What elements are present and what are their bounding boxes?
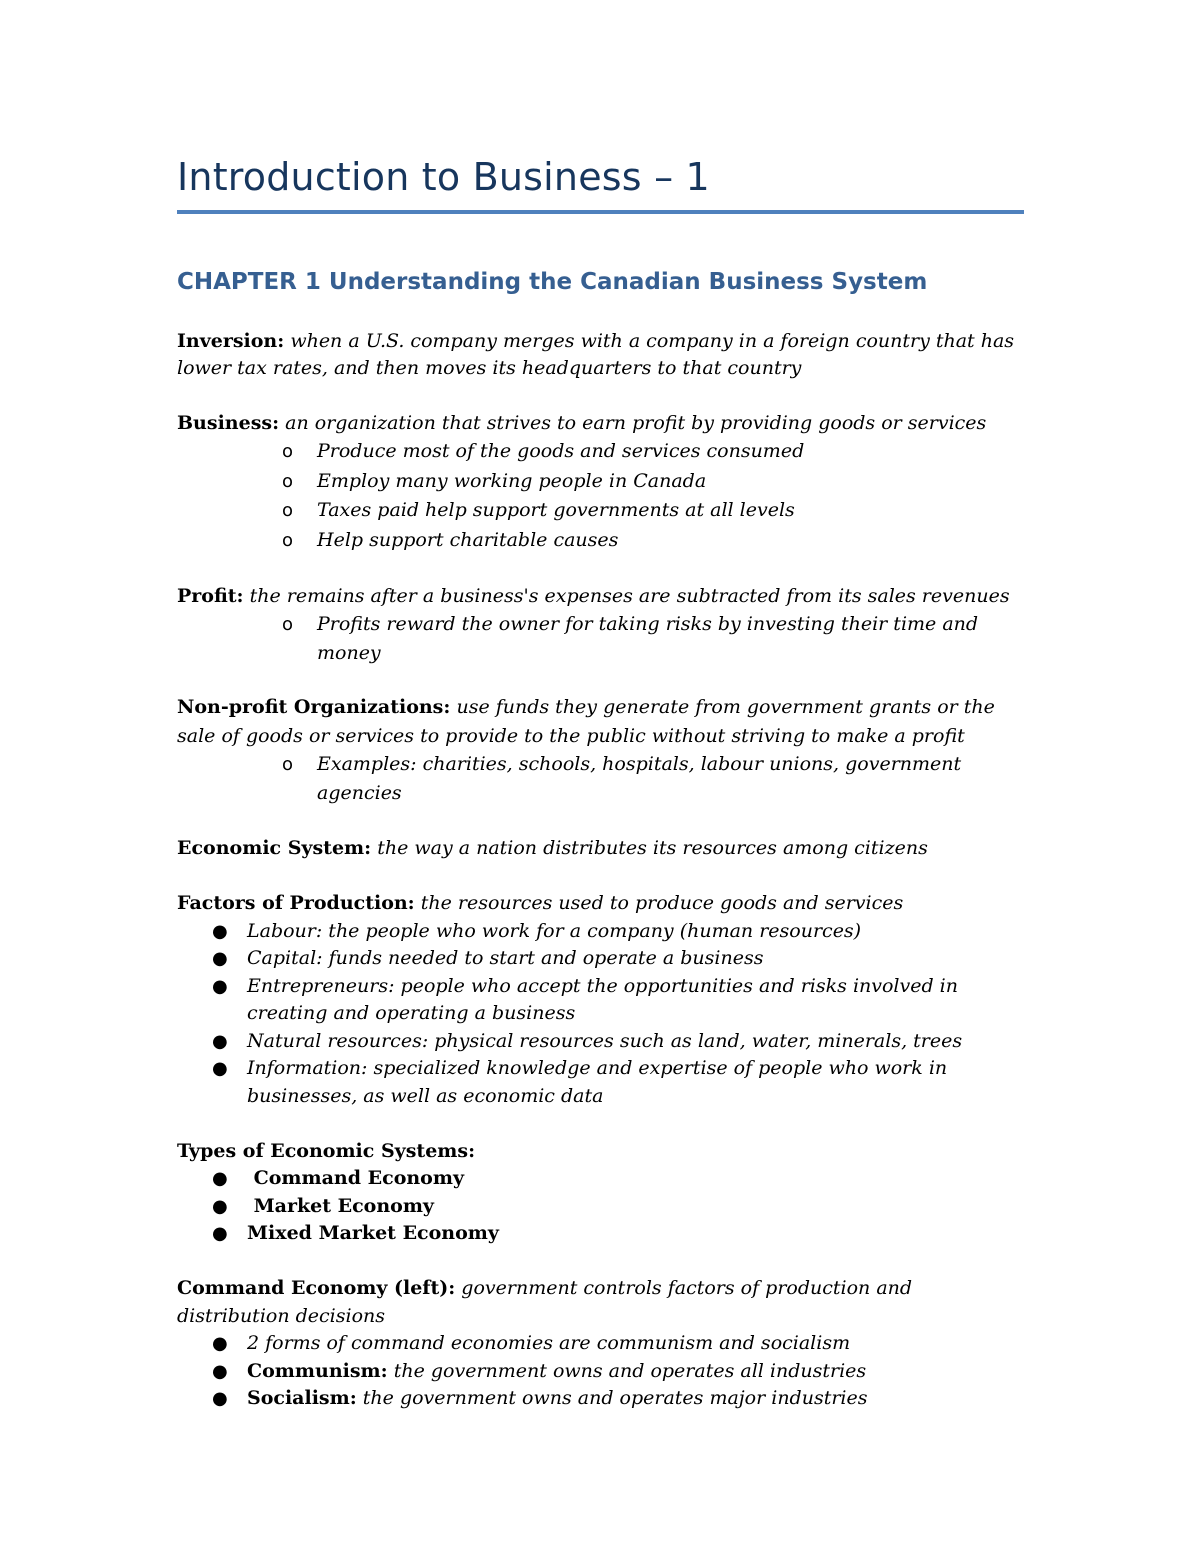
inversion-term: Inversion: (177, 330, 285, 352)
chapter-heading: CHAPTER 1 Understanding the Canadian Business System (177, 269, 928, 295)
business-definition: an organization that strives to earn profit by providing goods or services (285, 412, 987, 434)
socialism-term: Socialism: (247, 1387, 357, 1409)
sub-bullet-marker: o (282, 500, 294, 521)
socialism-definition: the government owns and operates major industries (362, 1387, 868, 1409)
inversion-line-1 (177, 328, 1014, 356)
factors-definition: the resources used to produce goods and services (420, 892, 904, 914)
bullet-marker: ● (212, 1388, 228, 1409)
bullet-marker: ● (212, 921, 228, 942)
sub-bullet-marker: o (282, 614, 294, 635)
types-item: Market Economy (247, 1195, 434, 1217)
bullet-marker: ● (212, 1168, 228, 1189)
types-term: Types of Economic Systems: (177, 1140, 476, 1162)
sub-bullet-marker: o (282, 471, 294, 492)
nonprofit-line-1 (177, 694, 995, 722)
nonprofit-term: Non-profit Organizations: (177, 696, 451, 718)
business-term: Business: (177, 412, 280, 434)
business-item: Taxes paid help support governments at all levels (317, 499, 795, 521)
command-definition-cont: distribution decisions (177, 1305, 385, 1327)
factors-item: Entrepreneurs: people who accept the opportunities and risks involved in (247, 975, 958, 997)
economic-system-term: Economic System: (177, 837, 372, 859)
bullet-marker: ● (212, 948, 228, 969)
command-item: 2 forms of command economies are communism and socialism (247, 1332, 851, 1354)
sub-bullet-marker: o (282, 754, 294, 775)
factors-term: Factors of Production: (177, 892, 415, 914)
types-item: Mixed Market Economy (247, 1222, 499, 1244)
business-item: Employ many working people in Canada (317, 470, 707, 492)
nonprofit-item: Examples: charities, schools, hospitals, labour unions, government (317, 753, 962, 775)
business-line (177, 410, 986, 438)
types-item: Command Economy (247, 1167, 464, 1189)
title-underline (177, 210, 1024, 214)
command-item (247, 1385, 868, 1413)
economic-system-definition: the way a nation distributes its resources among citizens (377, 837, 928, 859)
factors-item: Capital: funds needed to start and operate a business (247, 947, 764, 969)
command-definition: government controls factors of production and (461, 1277, 913, 1299)
factors-item-cont: businesses, as well as economic data (247, 1085, 604, 1107)
profit-line (177, 583, 1010, 611)
nonprofit-item-cont: agencies (317, 782, 402, 804)
profit-term: Profit: (177, 585, 244, 607)
sub-bullet-marker: o (282, 441, 294, 462)
bullet-marker: ● (212, 1223, 228, 1244)
business-item: Help support charitable causes (317, 529, 619, 551)
profit-definition: the remains after a business's expenses are subtracted from its sales revenues (249, 585, 1010, 607)
document-title: Introduction to Business – 1 (177, 155, 710, 199)
nonprofit-definition: use funds they generate from government grants or the (456, 696, 995, 718)
bullet-marker: ● (212, 1031, 228, 1052)
inversion-definition: when a U.S. company merges with a company in a foreign country that has (290, 330, 1015, 352)
factors-item: Natural resources: physical resources such as land, water, minerals, trees (247, 1030, 963, 1052)
factors-item: Information: specialized knowledge and expertise of people who work in (247, 1057, 948, 1079)
bullet-marker: ● (212, 1058, 228, 1079)
communism-definition: the government owns and operates all industries (393, 1360, 867, 1382)
nonprofit-definition-cont: sale of goods or services to provide to the public without striving to make a profit (177, 725, 965, 747)
bullet-marker: ● (212, 1333, 228, 1354)
bullet-marker: ● (212, 1361, 228, 1382)
command-line-1 (177, 1275, 912, 1303)
bullet-marker: ● (212, 1196, 228, 1217)
profit-item-cont: money (317, 642, 381, 664)
factors-item: Labour: the people who work for a company (human resources) (247, 920, 862, 942)
factors-item-cont: creating and operating a business (247, 1002, 576, 1024)
inversion-definition-cont: lower tax rates, and then moves its headquarters to that country (177, 357, 802, 379)
bullet-marker: ● (212, 976, 228, 997)
economic-system-line (177, 835, 928, 863)
sub-bullet-marker: o (282, 530, 294, 551)
factors-line (177, 890, 903, 918)
command-item (247, 1358, 866, 1386)
command-term: Command Economy (left): (177, 1277, 456, 1299)
profit-item: Profits reward the owner for taking risks by investing their time and (317, 613, 979, 635)
communism-term: Communism: (247, 1360, 388, 1382)
business-item: Produce most of the goods and services consumed (317, 440, 805, 462)
